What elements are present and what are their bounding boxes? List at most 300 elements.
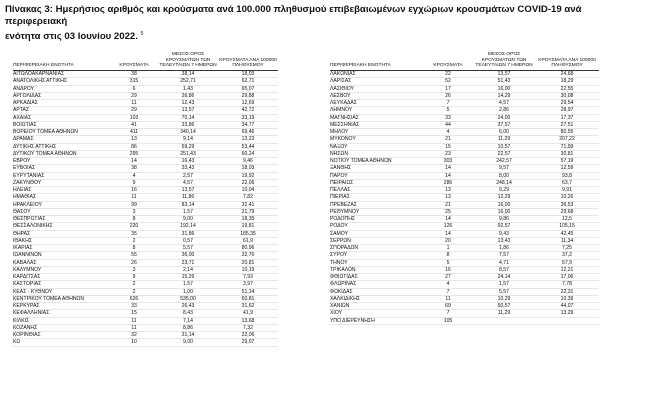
cases-cell: 14 bbox=[423, 216, 473, 223]
region-cell: ΚΑΒΑΛΑΣ bbox=[13, 259, 110, 266]
cases-cell: 3 bbox=[110, 266, 158, 273]
per100k-cell: 7,93 bbox=[218, 274, 278, 281]
mean7-cell: 2,57 bbox=[158, 172, 218, 179]
region-cell: ΙΚΑΡΙΑΣ bbox=[13, 245, 110, 252]
table-caption bbox=[5, 4, 645, 43]
mean7-cell: 192,14 bbox=[158, 223, 218, 230]
region-cell: ΚΕΝΤΡΙΚΟΥ ΤΟΜΕΑ ΑΘΗΝΩΝ bbox=[13, 295, 110, 302]
per100k-cell: 32,41 bbox=[218, 201, 278, 208]
per100k-cell: 17,06 bbox=[535, 274, 599, 281]
cases-cell: 7 bbox=[423, 288, 473, 295]
mean7-cell: 23,71 bbox=[158, 259, 218, 266]
mean7-cell: 340,14 bbox=[158, 129, 218, 136]
cases-cell: 16 bbox=[110, 187, 158, 194]
table-row bbox=[13, 158, 278, 165]
table-row bbox=[13, 100, 278, 107]
mean7-cell: 15,29 bbox=[158, 274, 218, 281]
table-row bbox=[13, 252, 278, 259]
per100k-cell: 80,55 bbox=[535, 129, 599, 136]
cases-cell: 626 bbox=[110, 295, 158, 302]
cases-cell: 2 bbox=[110, 281, 158, 288]
cases-cell: 303 bbox=[423, 158, 473, 165]
header-cases: ΚΡΟΥΣΜΑΤΑ bbox=[423, 43, 473, 71]
cases-cell: 26 bbox=[110, 259, 158, 266]
header-per100k: ΚΡΟΥΣΜΑΤΑ ΑΝΑ 100000 ΠΛΗΘΥΣΜΟΥ bbox=[218, 43, 278, 71]
table-row bbox=[13, 165, 278, 172]
per100k-cell: 32,76 bbox=[218, 252, 278, 259]
table-row bbox=[330, 107, 599, 114]
per100k-cell: 20,81 bbox=[218, 259, 278, 266]
table-row bbox=[13, 172, 278, 179]
cases-cell: 99 bbox=[110, 201, 158, 208]
per100k-cell: 7,25 bbox=[535, 245, 599, 252]
left-header-row bbox=[13, 43, 278, 71]
table-row bbox=[330, 259, 599, 266]
table-row bbox=[13, 121, 278, 128]
per100k-cell: 60,24 bbox=[218, 150, 278, 157]
cases-cell: 16 bbox=[423, 266, 473, 273]
cases-cell: 1 bbox=[423, 245, 473, 252]
per100k-cell: 7,32 bbox=[218, 324, 278, 331]
mean7-cell: 1,00 bbox=[158, 288, 218, 295]
table-row bbox=[330, 208, 599, 215]
per100k-cell: 29,54 bbox=[535, 100, 599, 107]
region-cell: ΚΩ bbox=[13, 339, 110, 346]
per100k-cell: 19,81 bbox=[218, 223, 278, 230]
mean7-cell: 26,86 bbox=[158, 92, 218, 99]
cases-cell: 13 bbox=[423, 187, 473, 194]
region-cell: ΣΑΜΟΥ bbox=[330, 230, 423, 237]
mean7-cell: 5,57 bbox=[473, 288, 535, 295]
per100k-cell: 41,9 bbox=[218, 310, 278, 317]
table-row bbox=[13, 237, 278, 244]
per100k-cell: 18,35 bbox=[218, 216, 278, 223]
per100k-cell: 71,99 bbox=[535, 143, 599, 150]
region-cell: ΠΑΡΟΥ bbox=[330, 172, 423, 179]
table-row bbox=[330, 150, 599, 157]
table-row bbox=[330, 281, 599, 288]
table-row bbox=[13, 303, 278, 310]
mean7-cell: 10,57 bbox=[473, 143, 535, 150]
cases-cell: 9 bbox=[110, 274, 158, 281]
per100k-cell: 22,06 bbox=[218, 332, 278, 339]
region-cell: ΣΠΟΡΑΔΩΝ bbox=[330, 245, 423, 252]
per100k-cell: 18,03 bbox=[218, 165, 278, 172]
region-cell: ΧΙΟΥ bbox=[330, 310, 423, 317]
region-cell: ΠΕΛΛΑΣ bbox=[330, 187, 423, 194]
table-row bbox=[13, 288, 278, 295]
right-table-body bbox=[330, 71, 599, 325]
region-cell: ΑΧΑΪΑΣ bbox=[13, 114, 110, 121]
per100k-cell: 18,03 bbox=[218, 71, 278, 78]
per100k-cell: 185,35 bbox=[218, 230, 278, 237]
cases-cell: 7 bbox=[423, 100, 473, 107]
region-cell: ΛΑΣΙΘΙΟΥ bbox=[330, 85, 423, 92]
per100k-cell: 69,46 bbox=[218, 129, 278, 136]
cases-cell: 105 bbox=[423, 317, 473, 324]
cases-cell: 8 bbox=[423, 252, 473, 259]
caption-line-1: Πίνακας 3: Ημερήσιος αριθμός και κρούσματα ανά 100.000 πληθυσμού επιβεβαιωμένων εγχώριων κρουσμάτων COVID-19 ανά περιφερειακή bbox=[5, 4, 582, 27]
table-row bbox=[330, 288, 599, 295]
per100k-cell: 10,26 bbox=[535, 194, 599, 201]
per100k-cell: 12,21 bbox=[535, 266, 599, 273]
per100k-cell: 57,9 bbox=[535, 259, 599, 266]
per100k-cell: 61,9 bbox=[218, 237, 278, 244]
header-mean7: ΜΕΣΟΣ ΟΡΟΣ ΚΡΟΥΣΜΑΤΩΝ ΤΩΝ ΤΕΛΕΥΤΑΙΩΝ 7 ΗΜΕΡΩΝ bbox=[158, 43, 218, 71]
region-cell: ΑΡΚΑΔΙΑΣ bbox=[13, 100, 110, 107]
region-cell: ΚΕΑΣ - ΚΥΘΝΟΥ bbox=[13, 288, 110, 295]
cases-cell: 5 bbox=[423, 107, 473, 114]
cases-cell: 14 bbox=[423, 230, 473, 237]
table-row bbox=[330, 71, 599, 78]
per100k-cell: 12,69 bbox=[218, 100, 278, 107]
table-row bbox=[330, 310, 599, 317]
per100k-cell bbox=[535, 317, 599, 324]
header-mean7: ΜΕΣΟΣ ΟΡΟΣ ΚΡΟΥΣΜΑΤΩΝ ΤΩΝ ΤΕΛΕΥΤΑΙΩΝ 7 ΗΜΕΡΩΝ bbox=[473, 43, 535, 71]
cases-cell: 103 bbox=[110, 114, 158, 121]
region-cell: ΘΕΣΠΡΩΤΙΑΣ bbox=[13, 216, 110, 223]
table-row bbox=[13, 71, 278, 78]
per100k-cell: 31,62 bbox=[218, 303, 278, 310]
mean7-cell: 16,00 bbox=[473, 85, 535, 92]
mean7-cell: 11,29 bbox=[473, 310, 535, 317]
cases-cell: 4 bbox=[110, 172, 158, 179]
region-cell: ΚΕΦΑΛΛΗΝΙΑΣ bbox=[13, 310, 110, 317]
table-row bbox=[13, 179, 278, 186]
cases-cell: 126 bbox=[423, 223, 473, 230]
region-cell: ΔΡΑΜΑΣ bbox=[13, 136, 110, 143]
mean7-cell: 31,86 bbox=[158, 230, 218, 237]
mean7-cell: 9,57 bbox=[473, 165, 535, 172]
per100k-cell: 33,19 bbox=[218, 114, 278, 121]
mean7-cell: 37,57 bbox=[473, 121, 535, 128]
table-row bbox=[330, 85, 599, 92]
mean7-cell: 9,00 bbox=[158, 339, 218, 346]
per100k-cell: 9,91 bbox=[535, 187, 599, 194]
mean7-cell: 22,57 bbox=[473, 150, 535, 157]
region-cell: ΚΙΛΚΙΣ bbox=[13, 317, 110, 324]
table-row bbox=[13, 187, 278, 194]
per100k-cell: 28,97 bbox=[535, 107, 599, 114]
mean7-cell: 26,43 bbox=[158, 303, 218, 310]
region-cell: ΚΑΡΔΙΤΣΑΣ bbox=[13, 274, 110, 281]
cases-cell: 11 bbox=[110, 324, 158, 331]
per100k-cell: 63,7 bbox=[535, 179, 599, 186]
region-cell: ΒΟΙΩΤΙΑΣ bbox=[13, 121, 110, 128]
region-cell: ΝΟΤΙΟΥ ΤΟΜΕΑ ΑΘΗΝΩΝ bbox=[330, 158, 423, 165]
mean7-cell: 12,43 bbox=[158, 100, 218, 107]
mean7-cell: 36,00 bbox=[158, 252, 218, 259]
cases-cell: 29 bbox=[110, 92, 158, 99]
per100k-cell: 57,19 bbox=[535, 158, 599, 165]
cases-cell: 11 bbox=[110, 100, 158, 107]
table-row bbox=[330, 143, 599, 150]
region-cell: ΒΟΡΕΙΟΥ ΤΟΜΕΑ ΑΘΗΝΩΝ bbox=[13, 129, 110, 136]
per100k-cell: 80,96 bbox=[218, 245, 278, 252]
per100k-cell: 22,06 bbox=[218, 179, 278, 186]
mean7-cell bbox=[473, 317, 535, 324]
per100k-cell: 17,37 bbox=[535, 114, 599, 121]
region-cell: ΛΑΚΩΝΙΑΣ bbox=[330, 71, 423, 78]
per100k-cell: 30,81 bbox=[535, 150, 599, 157]
table-row bbox=[330, 252, 599, 259]
cases-cell: 27 bbox=[423, 274, 473, 281]
mean7-cell: 11,29 bbox=[473, 136, 535, 143]
per100k-cell: 93,8 bbox=[535, 172, 599, 179]
table-row bbox=[330, 114, 599, 121]
mean7-cell: 38,14 bbox=[158, 71, 218, 78]
per100k-cell: 12,5 bbox=[535, 216, 599, 223]
cases-cell: 35 bbox=[110, 230, 158, 237]
table-row bbox=[13, 332, 278, 339]
mean7-cell: 69,29 bbox=[158, 143, 218, 150]
mean7-cell: 10,29 bbox=[473, 295, 535, 302]
region-cell: ΠΕΙΡΑΙΩΣ bbox=[330, 179, 423, 186]
table-row bbox=[13, 85, 278, 92]
mean7-cell: 50,57 bbox=[473, 303, 535, 310]
mean7-cell: 51,43 bbox=[473, 78, 535, 85]
mean7-cell: 9,43 bbox=[473, 230, 535, 237]
left-table bbox=[13, 43, 278, 347]
region-cell: ΑΝΑΤΟΛΙΚΗΣ ΑΤΤΙΚΗΣ bbox=[13, 78, 110, 85]
mean7-cell: 83,14 bbox=[158, 201, 218, 208]
per100k-cell: 21,79 bbox=[218, 208, 278, 215]
mean7-cell: 0,57 bbox=[158, 237, 218, 244]
table-row bbox=[13, 295, 278, 302]
cases-cell: 15 bbox=[110, 310, 158, 317]
per100k-cell: 29,88 bbox=[218, 92, 278, 99]
table-row bbox=[330, 121, 599, 128]
cases-cell: 21 bbox=[423, 136, 473, 143]
region-cell: ΧΑΛΚΙΔΙΚΗΣ bbox=[330, 295, 423, 302]
cases-cell: 52 bbox=[423, 78, 473, 85]
cases-cell: 11 bbox=[110, 317, 158, 324]
table-row bbox=[330, 223, 599, 230]
mean7-cell: 8,86 bbox=[158, 324, 218, 331]
mean7-cell: 92,57 bbox=[473, 223, 535, 230]
region-cell: ΜΑΓΝΗΣΙΑΣ bbox=[330, 114, 423, 121]
cases-cell: 8 bbox=[110, 216, 158, 223]
caption-line-2 bbox=[5, 28, 645, 43]
per100k-cell: 34,77 bbox=[218, 121, 278, 128]
mean7-cell: 12,29 bbox=[473, 194, 535, 201]
cases-cell: 32 bbox=[110, 332, 158, 339]
right-header-row bbox=[330, 43, 599, 71]
per100k-cell: 7,82 bbox=[218, 194, 278, 201]
region-cell: ΔΥΤΙΚΗΣ ΑΤΤΙΚΗΣ bbox=[13, 143, 110, 150]
region-cell: ΤΡΙΚΑΛΩΝ bbox=[330, 266, 423, 273]
per100k-cell: 65,07 bbox=[218, 85, 278, 92]
region-cell: ΦΘΙΩΤΙΔΑΣ bbox=[330, 274, 423, 281]
region-cell: ΛΗΜΝΟΥ bbox=[330, 107, 423, 114]
table-row bbox=[330, 165, 599, 172]
cases-cell: 411 bbox=[110, 129, 158, 136]
cases-cell: 26 bbox=[423, 92, 473, 99]
cases-cell: 5 bbox=[423, 259, 473, 266]
table-row bbox=[13, 201, 278, 208]
region-cell: ΝΑΞΟΥ bbox=[330, 143, 423, 150]
cases-cell: 21 bbox=[423, 201, 473, 208]
cases-cell: 86 bbox=[110, 143, 158, 150]
region-cell: ΡΕΘΥΜΝΟΥ bbox=[330, 208, 423, 215]
table-row bbox=[330, 129, 599, 136]
per100k-cell: 207,22 bbox=[535, 136, 599, 143]
header-per100k: ΚΡΟΥΣΜΑΤΑ ΑΝΑ 100000 ΠΛΗΘΥΣΜΟΥ bbox=[535, 43, 599, 71]
cases-cell: 38 bbox=[110, 71, 158, 78]
mean7-cell: 252,71 bbox=[158, 78, 218, 85]
per100k-cell: 10,19 bbox=[218, 266, 278, 273]
table-row bbox=[330, 92, 599, 99]
region-cell: ΚΑΛΥΜΝΟΥ bbox=[13, 266, 110, 273]
region-cell: ΘΑΣΟΥ bbox=[13, 208, 110, 215]
table-row bbox=[330, 172, 599, 179]
per100k-cell: 62,71 bbox=[218, 78, 278, 85]
cases-cell: 29 bbox=[110, 107, 158, 114]
table-row bbox=[13, 92, 278, 99]
mean7-cell: 24,00 bbox=[473, 114, 535, 121]
cases-cell: 20 bbox=[423, 237, 473, 244]
region-cell: ΚΑΣΤΟΡΙΑΣ bbox=[13, 281, 110, 288]
cases-cell: 220 bbox=[110, 223, 158, 230]
region-cell: ΜΥΚΟΝΟΥ bbox=[330, 136, 423, 143]
mean7-cell: 9,29 bbox=[473, 187, 535, 194]
cases-cell: 295 bbox=[110, 150, 158, 157]
table-row bbox=[330, 100, 599, 107]
per100k-cell: 13,68 bbox=[218, 317, 278, 324]
per100k-cell: 30,08 bbox=[535, 92, 599, 99]
mean7-cell: 31,14 bbox=[158, 332, 218, 339]
mean7-cell: 9,00 bbox=[158, 216, 218, 223]
region-cell: ΕΥΡΥΤΑΝΙΑΣ bbox=[13, 172, 110, 179]
table-row bbox=[330, 245, 599, 252]
table-row bbox=[13, 136, 278, 143]
mean7-cell: 13,57 bbox=[158, 187, 218, 194]
region-cell: ΡΟΔΟΥ bbox=[330, 223, 423, 230]
mean7-cell: 8,00 bbox=[473, 172, 535, 179]
cases-cell: 14 bbox=[423, 165, 473, 172]
region-cell: ΦΩΚΙΔΑΣ bbox=[330, 288, 423, 295]
mean7-cell: 33,86 bbox=[158, 121, 218, 128]
region-cell: ΥΠΟ ΔΙΕΡΕΥΝΗΣΗ bbox=[330, 317, 423, 324]
cases-cell: 8 bbox=[110, 245, 158, 252]
table-row bbox=[13, 339, 278, 346]
region-cell: ΗΛΕΙΑΣ bbox=[13, 187, 110, 194]
table-row bbox=[13, 216, 278, 223]
cases-cell: 13 bbox=[423, 194, 473, 201]
table-row bbox=[330, 317, 599, 324]
cases-cell: 55 bbox=[110, 252, 158, 259]
per100k-cell: 10,39 bbox=[535, 295, 599, 302]
per100k-cell: 13,29 bbox=[535, 310, 599, 317]
cases-cell: 44 bbox=[423, 121, 473, 128]
per100k-cell: 44,07 bbox=[535, 303, 599, 310]
region-cell: ΑΡΓΟΛΙΔΑΣ bbox=[13, 92, 110, 99]
region-cell: ΙΘΑΚΗΣ bbox=[13, 237, 110, 244]
cases-cell: 33 bbox=[423, 114, 473, 121]
cases-cell: 2 bbox=[110, 237, 158, 244]
region-cell: ΤΗΝΟΥ bbox=[330, 259, 423, 266]
cases-cell: 4 bbox=[423, 129, 473, 136]
mean7-cell: 16,00 bbox=[473, 201, 535, 208]
cases-cell: 22 bbox=[423, 71, 473, 78]
header-region: ΠΕΡΙΦΕΡΕΙΑΚΗ ΕΝΟΤΗΤΑ bbox=[13, 43, 110, 71]
mean7-cell: 13,43 bbox=[473, 237, 535, 244]
per100k-cell: 53,44 bbox=[218, 143, 278, 150]
region-cell: ΔΥΤΙΚΟΥ ΤΟΜΕΑ ΑΘΗΝΩΝ bbox=[13, 150, 110, 157]
mean7-cell: 8,57 bbox=[473, 266, 535, 273]
table-row bbox=[13, 194, 278, 201]
mean7-cell: 4,71 bbox=[473, 259, 535, 266]
table-row bbox=[330, 303, 599, 310]
region-cell: ΣΥΡΟΥ bbox=[330, 252, 423, 259]
table-row bbox=[330, 201, 599, 208]
table-row bbox=[13, 223, 278, 230]
region-cell: ΑΡΤΑΣ bbox=[13, 107, 110, 114]
table-row bbox=[13, 143, 278, 150]
per100k-cell: 60,81 bbox=[218, 295, 278, 302]
cases-cell: 315 bbox=[110, 78, 158, 85]
per100k-cell: 42,72 bbox=[218, 107, 278, 114]
region-cell: ΡΟΔΟΠΗΣ bbox=[330, 216, 423, 223]
region-cell: ΛΕΣΒΟΥ bbox=[330, 92, 423, 99]
region-cell: ΜΗΛΟΥ bbox=[330, 129, 423, 136]
mean7-cell: 70,14 bbox=[158, 114, 218, 121]
table-row bbox=[330, 230, 599, 237]
cases-cell: 11 bbox=[110, 194, 158, 201]
mean7-cell: 14,29 bbox=[473, 92, 535, 99]
region-cell: ΛΕΥΚΑΔΑΣ bbox=[330, 100, 423, 107]
mean7-cell: 6,00 bbox=[473, 129, 535, 136]
cases-cell: 33 bbox=[110, 303, 158, 310]
table-row bbox=[13, 129, 278, 136]
cases-cell: 69 bbox=[423, 303, 473, 310]
per100k-cell: 10,04 bbox=[218, 187, 278, 194]
per100k-cell: 105,15 bbox=[535, 223, 599, 230]
per100k-cell: 13,23 bbox=[218, 136, 278, 143]
mean7-cell: 24,14 bbox=[473, 274, 535, 281]
region-cell: ΑΝΔΡΟΥ bbox=[13, 85, 110, 92]
region-cell: ΗΜΑΘΙΑΣ bbox=[13, 194, 110, 201]
region-cell: ΘΕΣΣΑΛΟΝΙΚΗΣ bbox=[13, 223, 110, 230]
cases-cell: 286 bbox=[423, 179, 473, 186]
cases-cell: 10 bbox=[110, 339, 158, 346]
mean7-cell: 7,14 bbox=[158, 317, 218, 324]
cases-cell: 6 bbox=[110, 85, 158, 92]
per100k-cell: 12,59 bbox=[535, 165, 599, 172]
mean7-cell: 535,00 bbox=[158, 295, 218, 302]
mean7-cell: 8,43 bbox=[158, 310, 218, 317]
cases-cell: 38 bbox=[110, 165, 158, 172]
region-cell: ΗΡΑΚΛΕΙΟΥ bbox=[13, 201, 110, 208]
per100k-cell: 42,45 bbox=[535, 230, 599, 237]
region-cell: ΦΛΩΡΙΝΑΣ bbox=[330, 281, 423, 288]
table-row bbox=[13, 281, 278, 288]
table-row bbox=[330, 136, 599, 143]
region-cell: ΧΑΝΙΩΝ bbox=[330, 303, 423, 310]
table-row bbox=[13, 78, 278, 85]
mean7-cell: 1,86 bbox=[473, 245, 535, 252]
footnote-ref: 5 bbox=[140, 31, 144, 37]
table-row bbox=[13, 230, 278, 237]
mean7-cell: 5,57 bbox=[158, 245, 218, 252]
table-row bbox=[330, 194, 599, 201]
cases-cell: 15 bbox=[423, 143, 473, 150]
table-row bbox=[330, 179, 599, 186]
per100k-cell: 29,68 bbox=[535, 208, 599, 215]
table-row bbox=[13, 266, 278, 273]
left-table-body bbox=[13, 71, 278, 347]
region-cell: ΚΟΖΑΝΗΣ bbox=[13, 324, 110, 331]
